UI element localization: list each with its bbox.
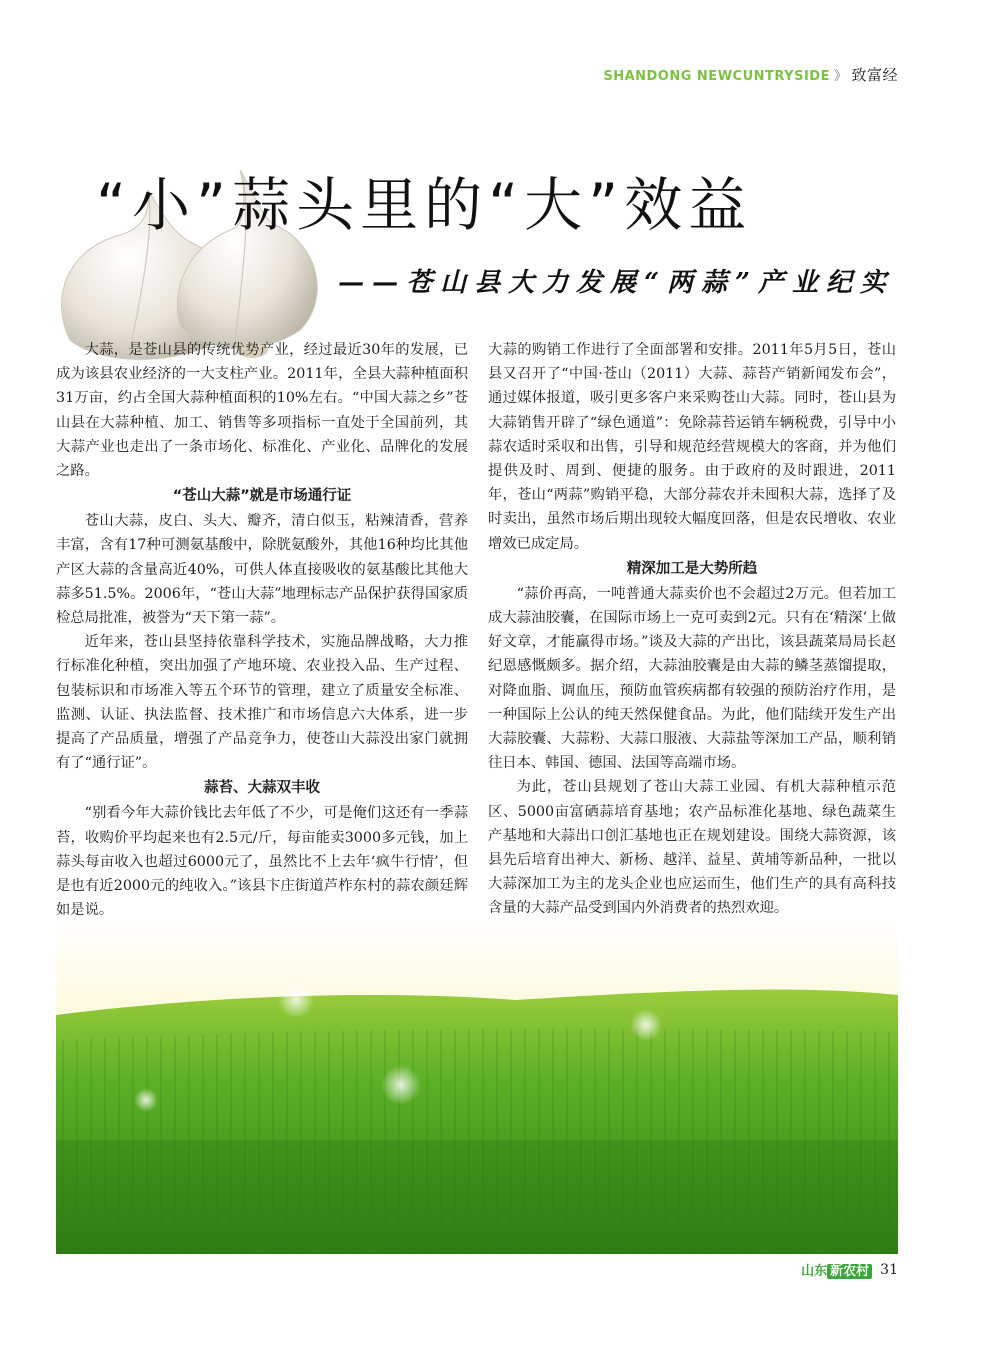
section-header bbox=[603, 64, 898, 85]
section-heading: “苍山大蒜”就是市场通行证 bbox=[172, 488, 352, 505]
logo-text-b: 新农村 bbox=[827, 1264, 872, 1279]
magazine-name-en: SHANDONG NEWCUNTRYSIDE bbox=[603, 69, 830, 84]
page-title: “小”蒜头里的“大”效益 bbox=[96, 171, 753, 239]
paragraph: 近年来，苍山县坚持依靠科学技术，实施品牌战略，大力推行标准化种植，突出加强了产地环境、农业投入品、生产过程、包装标识和市场准入等五个环节的管理，建立了质量安全标准、监测、认证、执法监督、技术推广和市场信息六大体系，进一步提高了产品质量，增强了产品竞争力，使苍山大蒜没出家门就拥有了“通行证”。 bbox=[56, 634, 468, 772]
article-column-left bbox=[56, 338, 468, 995]
section-heading: 蒜苔、大蒜双丰收 bbox=[204, 780, 320, 797]
section-name: 致富经 bbox=[851, 66, 898, 84]
paragraph: 大蒜，是苍山县的传统优势产业，经过最近30年的发展，已成为该县农业经济的一大支柱产业。2011年，全县大蒜种植面积31万亩，约占全国大蒜种植面积的10%左右。“中国大蒜之乡”苍山县在大蒜种植、加工、销售等多项指标一直处于全国前列，其大蒜产业也走出了一条市场化、标准化、产业化、品牌化的发展之路。 bbox=[56, 342, 468, 480]
page-footer bbox=[801, 1260, 898, 1279]
page-subtitle: ——苍山县大力发展“两蒜”产业纪实 bbox=[338, 268, 894, 298]
magazine-logo bbox=[801, 1260, 872, 1279]
paragraph: 大蒜的购销工作进行了全面部署和安排。2011年5月5日，苍山县又召开了“中国·苍山（2011）大蒜、蒜苔产销新闻发布会”，通过媒体报道，吸引更多客户来采购苍山大蒜。同时，苍山县为大蒜销售开辟了“绿色通道”：免除蒜苔运销车辆税费，引导中小蒜农适时采収和出售，引导和规范经营规模大的客商，并为他们提供及时、周到、便捷的服务。由于政府的及时跟进，2011年，苍山“两蒜”购销平稳，大部分蒜农并未囤积大蒜，选择了及时卖出，虽然市场后期出现较大幅度回落，但是农民增收、农业增效已成定局。 bbox=[488, 342, 896, 552]
paragraph: 苍山大蒜，皮白、头大、瓣齐，清白似玉，粘辣清香，营养丰富，含有17种可测氨基酸中，除胱氨酸外，其他16种均比其他产区大蒜的含量高近40%，可供人体直接吸收的氨基酸比其他大蒜多51.5%。2006年，“苍山大蒜”地理标志产品保护获得国家质检总局批准，被誉为“天下第一蒜”。 bbox=[56, 513, 468, 627]
page-number: 31 bbox=[880, 1261, 898, 1278]
logo-text-a: 山东 bbox=[801, 1264, 828, 1279]
paragraph: “别看今年大蒜价钱比去年低了不少，可是俺们这还有一季蒜苔，收购价平均起来也有2.5元/斤，每亩能卖3000多元钱，加上蒜头每亩收入也超过6000元了，虽然比不上去年‘疯牛行情’，但是也有近2000元的纯收入。”该县卞庄街道芦柞东村的蒜农颜廷辉如是说。 bbox=[56, 805, 468, 919]
article-column-right bbox=[488, 338, 896, 947]
paragraph: “蒜价再高，一吨普通大蒜卖价也不会超过2万元。但若加工成大蒜油胶囊，在国际市场上一克可卖到2元。只有在‘精深’上做好文章，才能赢得市场。”谈及大蒜的产出比，该县蔬菜局局长赵纪恩感慨颇多。据介绍，大蒜油胶囊是由大蒜的鳞茎蒸馏提取，对降血脂、调血压，预防血管疾病都有较强的预防治疗作用，是一种国际上公认的纯天然保健食品。为此，他们陆续开发生产出大蒜胶囊、大蒜粉、大蒜口服液、大蒜盐等深加工产品，顺利销往日本、韩国、德国、法国等高端市场。 bbox=[488, 585, 896, 772]
header-separator: 》 bbox=[833, 69, 848, 84]
paragraph: 为此，苍山县规划了苍山大蒜工业园、有机大蒜种植示范区、5000亩富硒蒜培育基地；农产品标准化基地、绿色蔬菜生产基地和大蒜出口创汇基地也正在规划建设。围绕大蒜资源，该县先后培育出神大、新杨、越洋、益星、黄埔等新品种，一批以大蒜深加工为主的龙头企业也应运而生，他们生产的具有高科技含量的大蒜产品受到国内外消费者的热烈欢迎。 bbox=[488, 779, 896, 917]
wheat-field-photo bbox=[56, 920, 898, 1254]
section-heading: 精深加工是大势所趋 bbox=[626, 560, 758, 577]
